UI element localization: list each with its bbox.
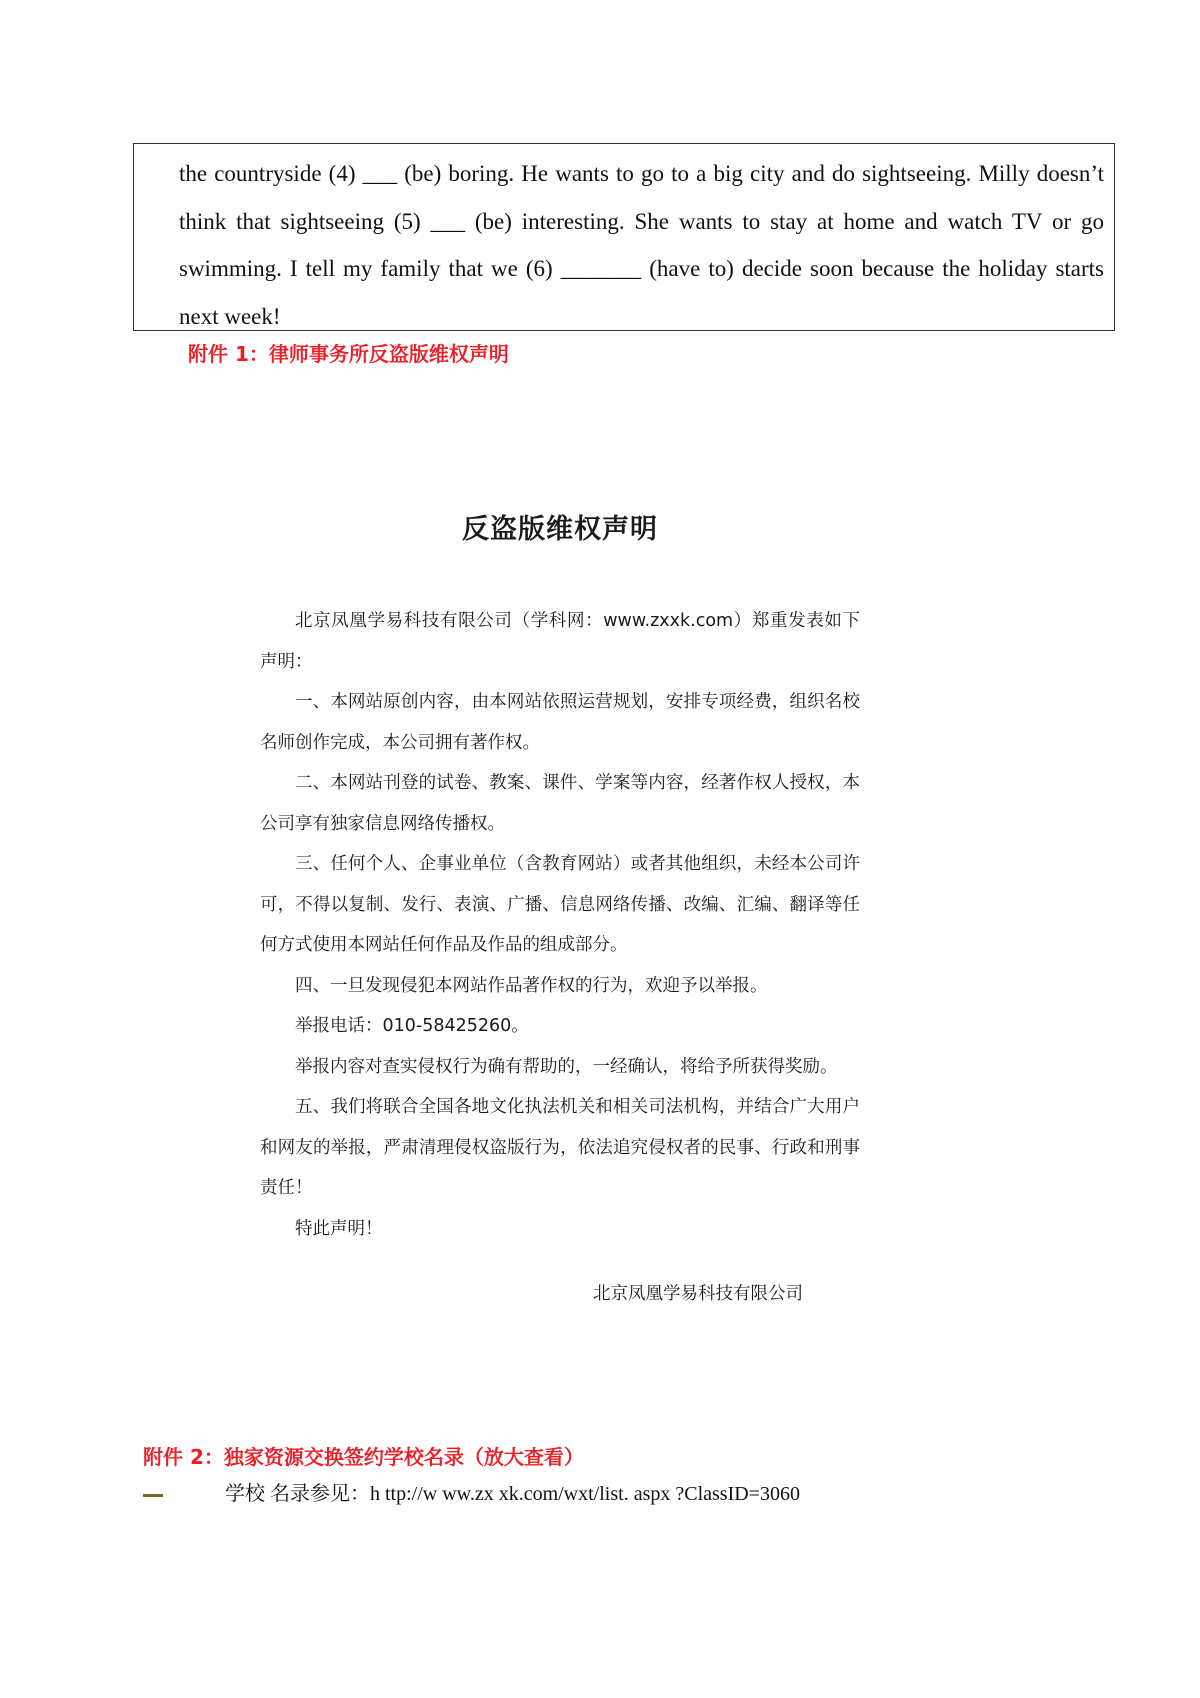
school-list-line [143, 1477, 800, 1506]
statement-paragraph: 举报内容对查实侵权行为确有帮助的，一经确认，将给予所获得奖励。 [295, 1056, 838, 1077]
statement-signature: 北京凤凰学易科技有限公司 [593, 1284, 803, 1304]
attachment1-title: 附件 1：律师事务所反盗版维权声明 [188, 342, 509, 366]
exercise-text: the countryside (4) ___ (be) boring. He wants to go to a big city and do sightseeing. Milly doesn’t think that sightseeing (5) ___ (be) interesting. She wants to stay at home and watch TV or go swimming. I tell my family that we (6) _______ (have to) decide soon because the holiday starts next week! [179, 161, 1104, 329]
dash-mark [143, 1494, 163, 1497]
statement-paragraph: 一、本网站原创内容，由本网站依照运营规划，安排专项经费，组织名校名师创作完成，本公司拥有著作权。 [260, 692, 860, 753]
statement-paragraph: 北京凤凰学易科技有限公司（学科网：www.zxxk.com）郑重发表如下声明： [260, 611, 860, 672]
statement-paragraph: 三、任何个人、企事业单位（含教育网站）或者其他组织，未经本公司许可，不得以复制、发行、表演、广播、信息网络传播、改编、汇编、翻译等任何方式使用本网站任何作品及作品的组成部分。 [260, 854, 860, 955]
statement-title: 反盗版维权声明 [462, 514, 658, 545]
statement-paragraph: 二、本网站刊登的试卷、教案、课件、学案等内容，经著作权人授权，本公司享有独家信息网络传播权。 [260, 773, 860, 834]
report-phone: 举报电话：010-58425260。 [295, 1016, 529, 1036]
exercise-box [133, 143, 1115, 331]
school-list-link[interactable]: 学校 名录参见：h ttp://w ww.zx xk.com/wxt/list. aspx ?ClassID=3060 [225, 1483, 800, 1505]
attachment2-title: 附件 2：独家资源交换签约学校名录（放大查看） [143, 1445, 584, 1469]
statement-paragraph: 五、我们将联合全国各地文化执法机关和相关司法机构，并结合广大用户和网友的举报，严肃清理侵权盗版行为，依法追究侵权者的民事、行政和刑事责任！ [260, 1097, 860, 1198]
anti-piracy-statement [260, 490, 860, 1249]
statement-paragraph: 四、一旦发现侵犯本网站作品著作权的行为，欢迎予以举报。 [295, 975, 768, 996]
statement-closing: 特此声明！ [295, 1218, 383, 1239]
